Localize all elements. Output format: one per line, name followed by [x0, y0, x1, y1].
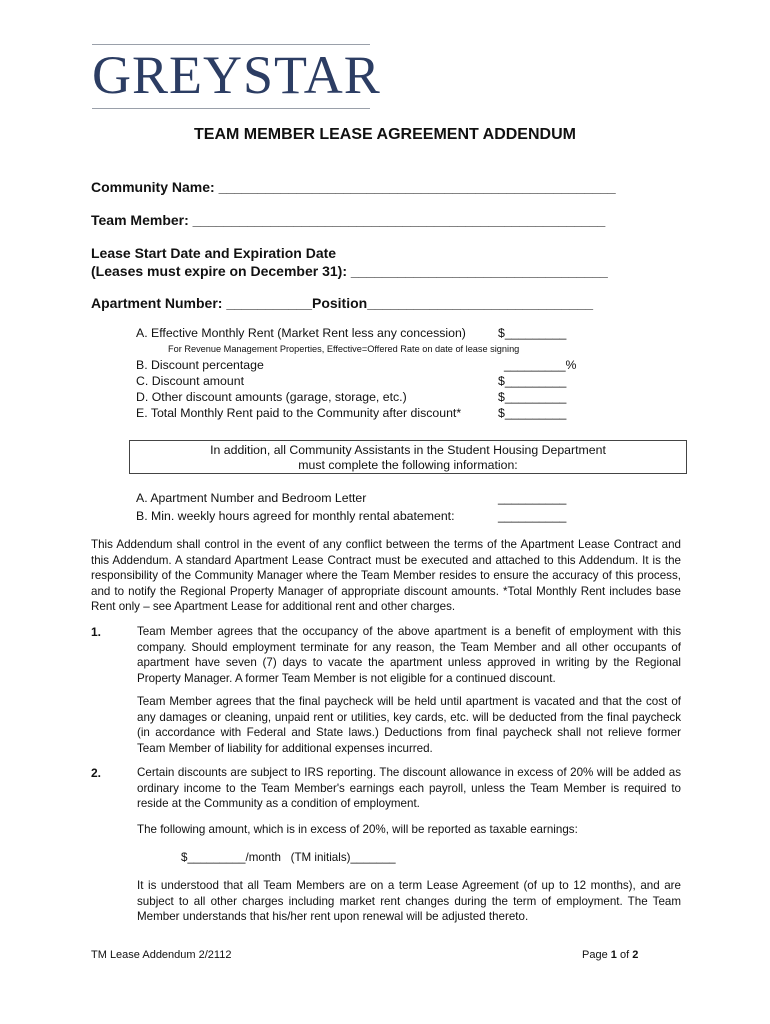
taxable-amount-line: $_________/month (TM initials)_______	[181, 851, 396, 864]
notice-line-2: must complete the following information:	[298, 458, 518, 472]
rent-item-a-label: A. Effective Monthly Rent (Market Rent less any concession)	[136, 326, 466, 340]
lease-dates-label: Lease Start Date and Expiration Date	[91, 245, 337, 261]
ca-item-a-label: A. Apartment Number and Bedroom Letter	[136, 491, 367, 505]
lease-dates-field: (Leases must expire on December 31): _________________________________	[91, 263, 608, 279]
section-2-paragraph-1: Certain discounts are subject to IRS reporting. The discount allowance in excess of 20% will be added as ordinary income to the Team Member's earnings each payroll, unless the Team Member is required to reside at the Community as a condition of employment.	[137, 766, 681, 810]
logo-bottom-rule	[92, 108, 370, 109]
greystar-logo	[92, 44, 381, 110]
footer-form-id: TM Lease Addendum 2/2112	[91, 949, 232, 961]
rent-item-c-value: $_________	[498, 374, 567, 388]
section-2-number: 2.	[91, 766, 102, 780]
rent-item-e-label: E. Total Monthly Rent paid to the Community after discount*	[136, 406, 462, 420]
section-1-paragraph-2: Team Member agrees that the final paycheck will be held until apartment is vacated and that the cost of any damages or cleaning, unpaid rent or utilities, key cards, etc. will be deducted from the final paycheck (in accordance with Federal and State laws.) Deductions from final paycheck shall not relieve former Team Member of liability for additional expenses incurred.	[137, 695, 681, 755]
section-2-paragraph-3: It is understood that all Team Members are on a term Lease Agreement (of up to 12 months), and are subject to all other charges including market rent changes during the term of employment. The Team Member understands that his/her rent upon renewal will be adjusted thereto.	[137, 879, 681, 923]
rent-item-c-label: C. Discount amount	[136, 374, 244, 388]
section-1-number: 1.	[91, 625, 102, 639]
logo-wordmark: GREYSTAR	[92, 45, 381, 105]
community-name-field: Community Name: ___________________________________________________	[91, 179, 616, 195]
page-current: 1	[610, 949, 617, 961]
ca-item-b-label: B. Min. weekly hours agreed for monthly rental abatement:	[136, 509, 455, 523]
of-word: of	[619, 949, 630, 961]
rent-item-d-label: D. Other discount amounts (garage, storage, etc.)	[136, 390, 407, 404]
page-word: Page	[582, 949, 608, 961]
rent-item-b-label: B. Discount percentage	[136, 358, 264, 372]
ca-item-b-value: __________	[498, 509, 567, 523]
rent-item-e-value: $_________	[498, 406, 567, 420]
page-title: TEAM MEMBER LEASE AGREEMENT ADDENDUM	[194, 126, 576, 143]
community-assistant-notice-box	[129, 440, 687, 474]
footer-page-number	[582, 949, 638, 961]
notice-line-1: In addition, all Community Assistants in the Student Housing Department	[210, 443, 606, 457]
section-1-paragraph-1: Team Member agrees that the occupancy of the above apartment is a benefit of employment with this company. Should employment terminate for any reason, the Team Member and all other occupants of apartment have seven (7) days to vacate the apartment unless approved in writing by the Regional Property Manager. A former Team Member is not eligible for a continued discount.	[137, 625, 681, 685]
section-2-paragraph-2: The following amount, which is in excess of 20%, will be reported as taxable earnings:	[137, 823, 578, 836]
page-total: 2	[632, 949, 639, 961]
rent-note: For Revenue Management Properties, Effective=Offered Rate on date of lease signing	[168, 344, 520, 354]
team-member-field: Team Member: _____________________________________________________	[91, 212, 606, 228]
rent-item-b-value: _________%	[504, 358, 577, 372]
rent-item-d-value: $_________	[498, 390, 567, 404]
rent-item-a-value: $_________	[498, 326, 567, 340]
apartment-position-field: Apartment Number: ___________Position_____________________________	[91, 295, 594, 311]
ca-item-a-value: __________	[498, 491, 567, 505]
intro-paragraph: This Addendum shall control in the event of any conflict between the terms of the Apartment Lease Contract and this Addendum. A standard Apartment Lease Contract must be executed and attached to this Addendum. It is the responsibility of the Community Manager where the Team Member resides to ensure the accuracy of this process, and to notify the Regional Property Manager of appropriate discount amounts. *Total Monthly Rent includes base Rent only – see Apartment Lease for additional rent and other charges.	[91, 538, 681, 613]
